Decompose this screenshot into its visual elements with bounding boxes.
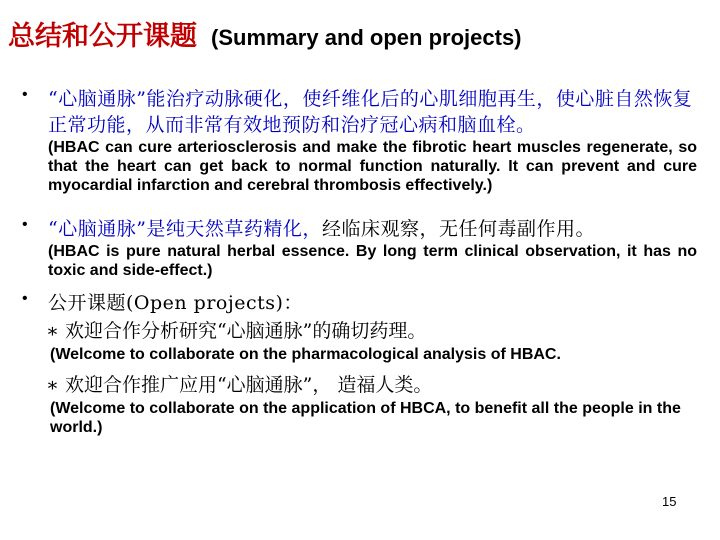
bullet-2-chinese: 经临床观察，无任何毒副作用。 bbox=[321, 218, 595, 240]
project-2-chinese: ∗ 欢迎合作推广应用“心脑通脉”， 造福人类。 bbox=[46, 374, 433, 396]
bullet-mark: • bbox=[22, 290, 28, 307]
project-2-english: (Welcome to collaborate on the application of HBCA, to benefit all the people in the world.) bbox=[50, 400, 681, 436]
bullet-1-chinese: “心脑通脉”能治疗动脉硬化，使纤维化后的心肌细胞再生，使心脏自然恢复正常功能，从而非常有效地预防和治疗冠心病和脑血栓。 bbox=[48, 88, 693, 136]
open-projects-heading: 公开课题(Open projects)： bbox=[48, 292, 303, 314]
bullet-natural-herbal bbox=[22, 216, 697, 280]
title-chinese: 总结和公开课题 bbox=[8, 21, 197, 52]
bullet-1-english: (HBAC can cure arteriosclerosis and make the fibrotic heart muscles regenerate, so that the heart can get back to normal function naturally. It can prevent and cure myocardial infarction and cerebral thrombosis effectively.) bbox=[48, 139, 697, 194]
bullet-2-english: (HBAC is pure natural herbal essence. By long term clinical observation, it has no toxic and side-effect.) bbox=[48, 243, 697, 279]
title-english: (Summary and open projects) bbox=[211, 25, 522, 50]
bullet-open-projects bbox=[22, 290, 697, 316]
project-1-chinese: ∗ 欢迎合作分析研究“心脑通脉”的确切药理。 bbox=[46, 320, 427, 342]
bullet-2-chinese-highlight: “心脑通脉”是纯天然草药精化， bbox=[48, 218, 322, 240]
bullet-mark: • bbox=[22, 216, 28, 233]
bullet-mark: • bbox=[22, 86, 28, 103]
slide-title bbox=[8, 14, 713, 53]
bullet-cure-arteriosclerosis bbox=[22, 86, 697, 195]
page-number: 15 bbox=[662, 494, 677, 509]
project-1-english: (Welcome to collaborate on the pharmacological analysis of HBAC. bbox=[50, 346, 561, 363]
